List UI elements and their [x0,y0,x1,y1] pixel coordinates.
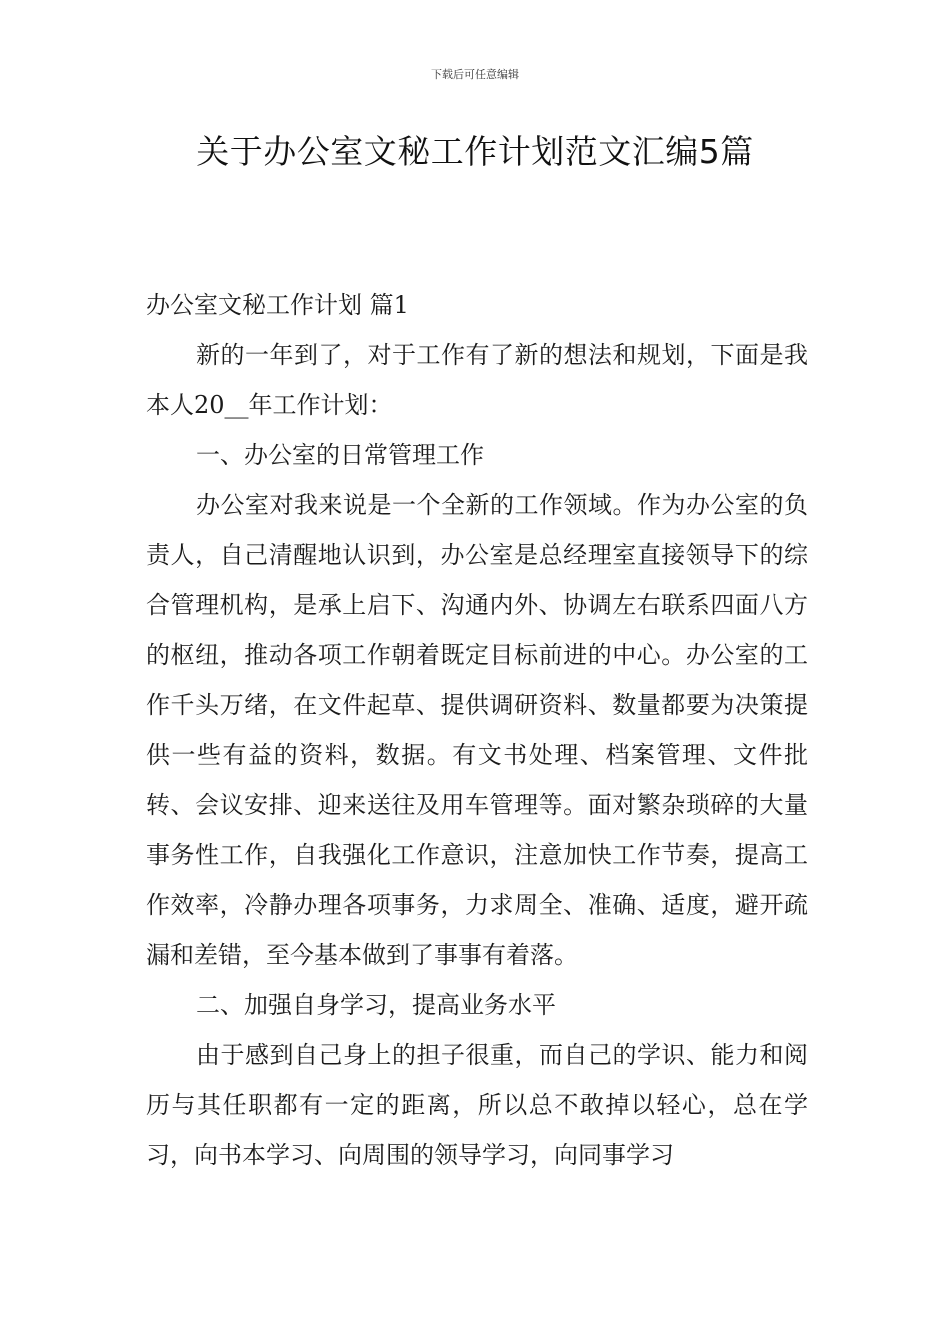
document-body [146,280,808,1180]
paragraph-learning: 由于感到自己身上的担子很重，而自己的学识、能力和阅历与其任职都有一定的距离，所以总不敢掉以轻心，总在学习，向书本学习、向周围的领导学习，向同事学习 [146,1041,808,1169]
document-title: 关于办公室文秘工作计划范文汇编5篇 [196,132,754,171]
heading-daily-management: 一、办公室的日常管理工作 [196,441,484,469]
heading-self-study: 二、加强自身学习，提高业务水平 [196,991,556,1019]
paragraph-office-duties: 办公室对我来说是一个全新的工作领域。作为办公室的负责人，自己清醒地认识到，办公室是总经理室直接领导下的综合管理机构，是承上启下、沟通内外、协调左右联系四面八方的枢纽，推动各项工作朝着既定目标前进的中心。办公室的工作千头万绪，在文件起草、提供调研资料、数量都要为决策提供一些有益的资料，数据。有文书处理、档案管理、文件批转、会议安排、迎来送往及用车管理等。面对繁杂琐碎的大量事务性工作，自我强化工作意识，注意加快工作节奏，提高工作效率，冷静办理各项事务，力求周全、准确、适度，避开疏漏和差错，至今基本做到了事事有着落。 [146,491,808,969]
header-note: 下载后可任意编辑 [431,68,519,81]
section-label: 办公室文秘工作计划 篇1 [146,291,409,319]
paragraph-intro: 新的一年到了，对于工作有了新的想法和规划，下面是我本人20__年工作计划： [146,341,808,419]
